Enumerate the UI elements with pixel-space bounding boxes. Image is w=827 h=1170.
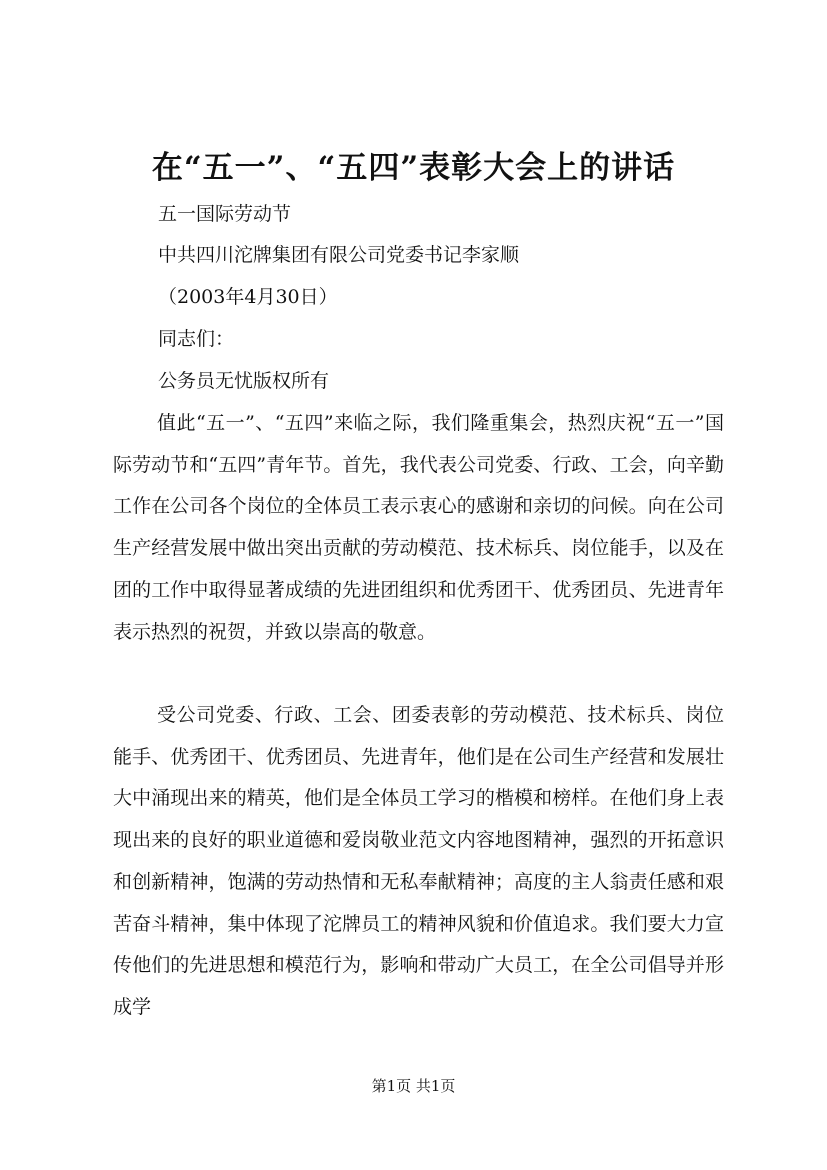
document-title: 在“五一”、“五四”表彰大会上的讲话	[151, 150, 676, 186]
copyright-note: 公务员无忧版权所有	[158, 370, 330, 392]
body-paragraph: 值此“五一”、“五四”来临之际，我们隆重集会，热烈庆祝“五一”国际劳动节和“五四”青年节。首先，我代表公司党委、行政、工会，向辛勤工作在公司各个岗位的全体员工表示衷心的感谢和亲切的问候。向在公司生产经营发展中做出突出贡献的劳动模范、技术标兵、岗位能手，以及在团的工作中取得显著成绩的先进团组织和优秀团干、优秀团员、先进青年表示热烈的祝贺，并致以崇高的敬意。	[113, 412, 724, 643]
body-paragraph: 受公司党委、行政、工会、团委表彰的劳动模范、技术标兵、岗位能手、优秀团干、优秀团员、先进青年，他们是在公司生产经营和发展壮大中涌现出来的精英，他们是全体员工学习的楷模和榜样。在他们身上表现出来的良好的职业道德和爱岗敬业范文内容地图精神，强烈的开拓意识和创新精神，饱满的劳动热情和无私奉献精神；高度的主人翁责任感和艰苦奋斗精神，集中体现了沱牌员工的精神风貌和价值追求。我们要大力宣传他们的先进思想和模范行为，影响和带动广大员工，在全公司倡导并形成学	[113, 704, 724, 1018]
page-footer: 第1页 共1页	[371, 1077, 456, 1095]
date-line: （2003年4月30日）	[158, 286, 338, 308]
speaker-line: 中共四川沱牌集团有限公司党委书记李家顺	[158, 244, 520, 266]
salutation: 同志们：	[158, 328, 235, 350]
subtitle: 五一国际劳动节	[158, 203, 292, 225]
